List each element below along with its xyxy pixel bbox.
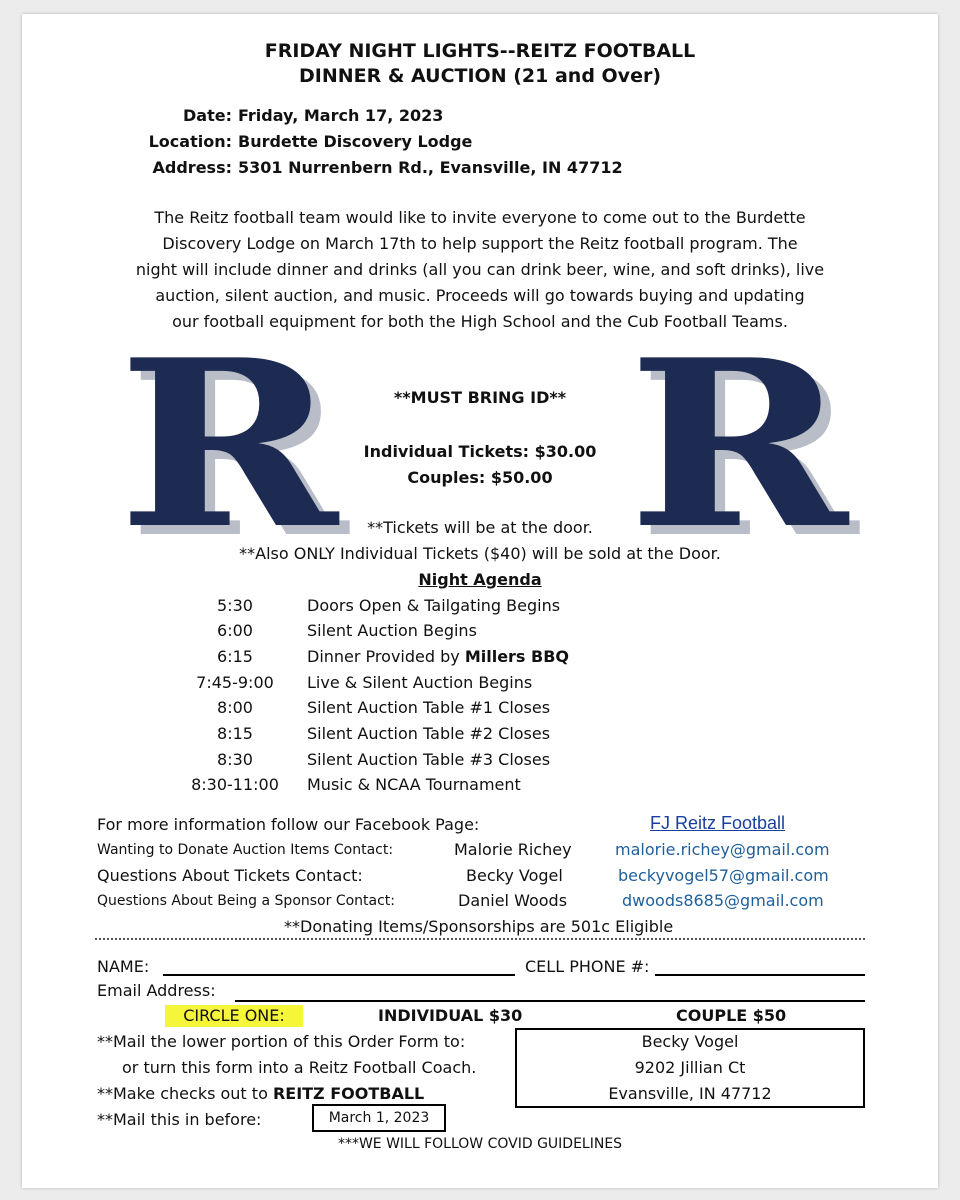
title-line-1: FRIDAY NIGHT LIGHTS--REITZ FOOTBALL xyxy=(264,40,696,62)
intro-line: Discovery Lodge on March 17th to help support the Reitz football program. The xyxy=(162,234,798,253)
donate-contact-email[interactable]: malorie.richey@gmail.com xyxy=(615,840,830,859)
agenda-event: Silent Auction Table #2 Closes xyxy=(307,724,551,743)
reitz-r-logo-left: R xyxy=(118,310,338,580)
individual-tickets: Individual Tickets: $30.00 xyxy=(363,442,597,461)
agenda-event: Dinner Provided by Millers BBQ xyxy=(307,647,570,666)
tickets-contact-email[interactable]: beckyvogel57@gmail.com xyxy=(618,866,829,885)
tickets-note-door: **Also ONLY Individual Tickets ($40) will be sold at the Door. xyxy=(239,544,721,563)
tickets-contact-name: Becky Vogel xyxy=(466,866,563,885)
address-value: 5301 Nurrenbern Rd., Evansville, IN 47712 xyxy=(238,158,623,177)
sponsor-contact-email[interactable]: dwoods8685@gmail.com xyxy=(622,891,824,910)
covid-note: ***WE WILL FOLLOW COVID GUIDELINES xyxy=(337,1136,623,1152)
name-label: NAME: xyxy=(97,957,150,976)
coach-instruction: or turn this form into a Reitz Football Coach. xyxy=(122,1058,477,1077)
agenda-time: 7:45-9:00 xyxy=(196,673,274,692)
eligible-note: **Donating Items/Sponsorships are 501c Eligible xyxy=(284,917,674,936)
mailing-city: Evansville, IN 47712 xyxy=(608,1084,772,1103)
tickets-note: **Tickets will be at the door. xyxy=(367,518,593,537)
agenda-event: Silent Auction Begins xyxy=(307,621,477,640)
sponsor-contact-name: Daniel Woods xyxy=(458,891,568,910)
couple-option[interactable]: COUPLE $50 xyxy=(676,1006,787,1025)
address-label: Address: xyxy=(152,158,232,177)
date-value: Friday, March 17, 2023 xyxy=(238,106,444,125)
donate-contact-label: Wanting to Donate Auction Items Contact: xyxy=(97,842,394,858)
sponsor-contact-label: Questions About Being a Sponsor Contact: xyxy=(97,893,396,909)
agenda-event: Silent Auction Table #3 Closes xyxy=(307,750,551,769)
location-label: Location: xyxy=(148,132,232,151)
facebook-link[interactable]: FJ Reitz Football xyxy=(650,813,786,833)
agenda-time: 5:30 xyxy=(217,596,253,615)
name-input-line[interactable] xyxy=(163,974,515,976)
checks-instruction: **Make checks out to REITZ FOOTBALL xyxy=(97,1084,425,1103)
location-value: Burdette Discovery Lodge xyxy=(238,132,473,151)
agenda-time: 6:00 xyxy=(217,621,253,640)
intro-line: our football equipment for both the High School and the Cub Football Teams. xyxy=(172,312,788,331)
individual-option[interactable]: INDIVIDUAL $30 xyxy=(378,1006,523,1025)
couples-tickets: Couples: $50.00 xyxy=(407,468,553,487)
title-line-2: DINNER & AUCTION (21 and Over) xyxy=(298,65,662,87)
intro-line: night will include dinner and drinks (all you can drink beer, wine, and soft drinks), live xyxy=(135,260,825,279)
tickets-contact-label: Questions About Tickets Contact: xyxy=(97,866,363,885)
mailing-street: 9202 Jillian Ct xyxy=(634,1058,746,1077)
cut-line-divider xyxy=(95,938,865,940)
reitz-r-logo-right: R xyxy=(628,310,848,580)
email-label: Email Address: xyxy=(97,981,216,1000)
agenda-time: 8:30 xyxy=(217,750,253,769)
agenda-time: 8:30-11:00 xyxy=(191,775,279,794)
intro-line: The Reitz football team would like to invite everyone to come out to the Burdette xyxy=(154,208,806,227)
circle-one-highlight: CIRCLE ONE: xyxy=(165,1005,303,1027)
facebook-label: For more information follow our Facebook Page: xyxy=(97,815,480,834)
cell-phone-label: CELL PHONE #: xyxy=(525,957,650,976)
agenda-event: Doors Open & Tailgating Begins xyxy=(307,596,561,615)
mail-instruction: **Mail the lower portion of this Order Form to: xyxy=(97,1032,466,1051)
agenda-time: 8:15 xyxy=(217,724,253,743)
agenda-event: Silent Auction Table #1 Closes xyxy=(307,698,551,717)
deadline-date: March 1, 2023 xyxy=(328,1110,430,1126)
cell-phone-input-line[interactable] xyxy=(655,974,865,976)
email-input-line[interactable] xyxy=(235,1000,865,1002)
donate-contact-name: Malorie Richey xyxy=(454,840,572,859)
mail-before-label: **Mail this in before: xyxy=(97,1110,262,1129)
agenda-event: Music & NCAA Tournament xyxy=(307,775,521,794)
agenda-heading: Night Agenda xyxy=(418,570,542,589)
agenda-event: Live & Silent Auction Begins xyxy=(307,673,533,692)
intro-line: auction, silent auction, and music. Proceeds will go towards buying and updating xyxy=(155,286,805,305)
agenda-time: 6:15 xyxy=(217,647,253,666)
mailing-name: Becky Vogel xyxy=(641,1032,739,1051)
agenda-time: 8:00 xyxy=(217,698,253,717)
date-label: Date: xyxy=(183,106,232,125)
must-bring-id: **MUST BRING ID** xyxy=(393,388,567,407)
